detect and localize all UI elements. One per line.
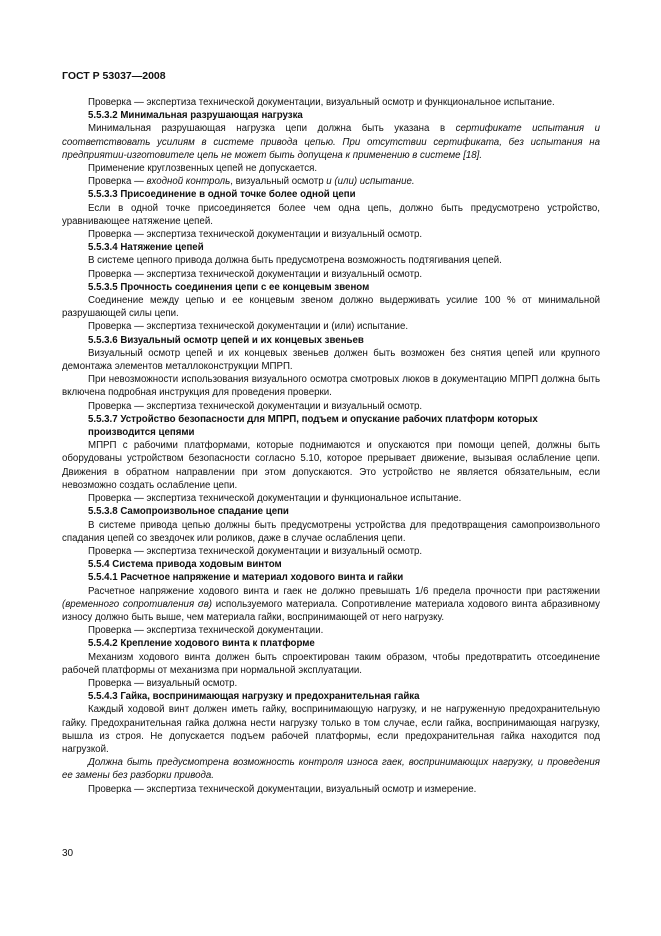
document-header: ГОСТ Р 53037—2008 <box>62 70 166 82</box>
section-heading <box>62 413 600 439</box>
text: В системе привода цепью должны быть предусмотрены устройства для предотвращения самопроизвольного спадания цепей со звездочек или роликов, даже в случае ослабления цепи. <box>62 519 600 544</box>
paragraph <box>62 202 600 228</box>
paragraph <box>62 320 600 333</box>
text: 5.5.4 Система привода ходовым винтом <box>88 559 282 571</box>
paragraph <box>62 677 600 690</box>
text: 5.5.4.3 Гайка, воспринимающая нагрузку и предохранительная гайка <box>88 691 420 703</box>
paragraph <box>62 228 600 241</box>
section-heading <box>62 690 600 703</box>
italic-text: входной контроль <box>146 176 231 188</box>
paragraph <box>62 703 600 756</box>
text: Проверка — экспертиза технической документации, визуальный осмотр и функциональное испытание. <box>88 97 555 108</box>
page-number: 30 <box>62 848 74 859</box>
text: Проверка — экспертиза технической документации и визуальный осмотр. <box>88 400 423 412</box>
italic-text: (временного сопротивления σв) <box>62 598 213 610</box>
text: 5.5.3.3 Присоединение в одной точке более одной цепи <box>88 189 356 201</box>
paragraph <box>62 651 600 677</box>
paragraph <box>62 783 600 796</box>
section-heading <box>62 281 600 294</box>
text: используемого материала. Сопротивление материала ходового винта абразивному износу должно быть выше, чем материала гайки, воспринимающей от него нагрузку. <box>62 598 600 623</box>
text: 5.5.3.5 Прочность соединения цепи с ее концевым звеном <box>88 281 370 293</box>
paragraph <box>62 756 600 782</box>
section-heading <box>62 558 600 571</box>
text: Проверка — <box>88 176 147 188</box>
text: 5.5.3.2 Минимальная разрушающая нагрузка <box>88 110 303 122</box>
text: Проверка — экспертиза технической документации. <box>88 625 324 637</box>
text: Проверка — экспертиза технической документации и визуальный осмотр. <box>88 229 423 241</box>
paragraph <box>62 400 600 413</box>
text: Визуальный осмотр цепей и их концевых звеньев должен быть возможен без снятия цепей или крупного демонтажа элементов металлоконструкции МПРП. <box>62 347 600 373</box>
text: 5.5.3.6 Визуальный осмотр цепей и их концевых звеньев <box>88 334 364 346</box>
text: 5.5.3.4 Натяжение цепей <box>88 242 204 254</box>
section-heading <box>62 188 600 201</box>
paragraph <box>62 373 600 399</box>
paragraph <box>62 162 600 175</box>
text: МПРП с рабочими платформами, которые поднимаются и опускаются при помощи цепей, должны быть оборудованы устройством безопасности согласно 5.10, которое прерывает движение, вызывая ослабление цепи. Движения в обратном направлении при этом допускаются. Это устройство не является обязательным, если невозможно создать ослабление цепи. <box>62 440 600 491</box>
paragraph <box>62 545 600 558</box>
section-heading <box>62 109 600 122</box>
text: Проверка — экспертиза технической документации и функциональное испытание. <box>88 493 462 505</box>
paragraph <box>62 254 600 267</box>
italic-text: и (или) испытание. <box>326 176 415 188</box>
document-body <box>62 96 600 796</box>
paragraph <box>62 294 600 320</box>
section-heading <box>62 571 600 584</box>
paragraph <box>62 96 600 109</box>
text: Проверка — экспертиза технической документации и визуальный осмотр. <box>88 545 423 557</box>
section-heading <box>62 334 600 347</box>
text: Проверка — экспертиза технической документации и (или) испытание. <box>88 321 409 333</box>
text: Каждый ходовой винт должен иметь гайку, воспринимающую нагрузку, и не нагруженную предохранительную гайку. Предохранительная гайка должна нести нагрузку только в том случае, если гайка, воспринимающая нагрузку, вышла из строя. Не допускается подъем рабочей платформы, если предохранительная гайка находится под нагрузкой. <box>62 704 600 755</box>
text: 5.5.4.2 Крепление ходового винта к платформе <box>88 638 315 650</box>
text: 5.5.3.7 Устройство безопасности для МПРП, подъем и опускание рабочих платформ которых производится цепями <box>88 413 538 439</box>
paragraph <box>62 492 600 505</box>
section-heading <box>62 637 600 650</box>
text: Проверка — экспертиза технической документации и визуальный осмотр. <box>88 268 423 280</box>
text: Проверка — визуальный осмотр. <box>88 677 238 689</box>
text: Механизм ходового винта должен быть спроектирован таким образом, чтобы предотвратить отсоединение рабочей платформы от механизма при нормальной эксплуатации. <box>62 651 600 676</box>
text: Проверка — экспертиза технической документации, визуальный осмотр и измерение. <box>88 783 477 795</box>
text: Соединение между цепью и ее концевым звеном должно выдерживать усилие 100 % от минимальной разрушающей силы цепи. <box>62 295 600 320</box>
paragraph <box>62 268 600 281</box>
paragraph <box>62 585 600 625</box>
text: Применение круглозвенных цепей не допускается. <box>88 163 318 175</box>
paragraph <box>62 175 600 188</box>
text: Если в одной точке присоединяется более чем одна цепь, должно быть предусмотрено устройство, уравнивающее натяжение цепей. <box>62 202 600 227</box>
italic-text: Должна быть предусмотрена возможность контроля износа гаек, воспринимающих нагрузку, и проведения ее замены без разборки привода. <box>62 757 600 782</box>
paragraph <box>62 439 600 492</box>
text: 5.5.4.1 Расчетное напряжение и материал ходового винта и гайки <box>88 572 404 584</box>
text: , визуальный осмотр <box>230 176 327 188</box>
paragraph <box>62 347 600 373</box>
text: При невозможности использования визуального осмотра смотровых люков в документацию МПРП должна быть включена подробная инструкция для проведения проверки. <box>62 374 600 399</box>
paragraph <box>62 624 600 637</box>
text: Минимальная разрушающая нагрузка цепи должна быть указана в <box>88 123 456 135</box>
paragraph <box>62 519 600 545</box>
text: В системе цепного привода должна быть предусмотрена возможность подтягивания цепей. <box>88 255 502 267</box>
text: Расчетное напряжение ходового винта и гаек не должно превышать 1/6 предела прочности при растяжении <box>88 585 600 597</box>
section-heading <box>62 241 600 254</box>
italic-text: сертификате испытания и соответствовать усилиям в системе привода цепью. При отсутствии сертификата, без испытания на предприятии-изготовителе цепь не может быть допущена к применению в системе [18]. <box>62 123 601 161</box>
paragraph <box>62 122 600 162</box>
text: 5.5.3.8 Самопроизвольное спадание цепи <box>88 506 289 518</box>
section-heading <box>62 505 600 518</box>
